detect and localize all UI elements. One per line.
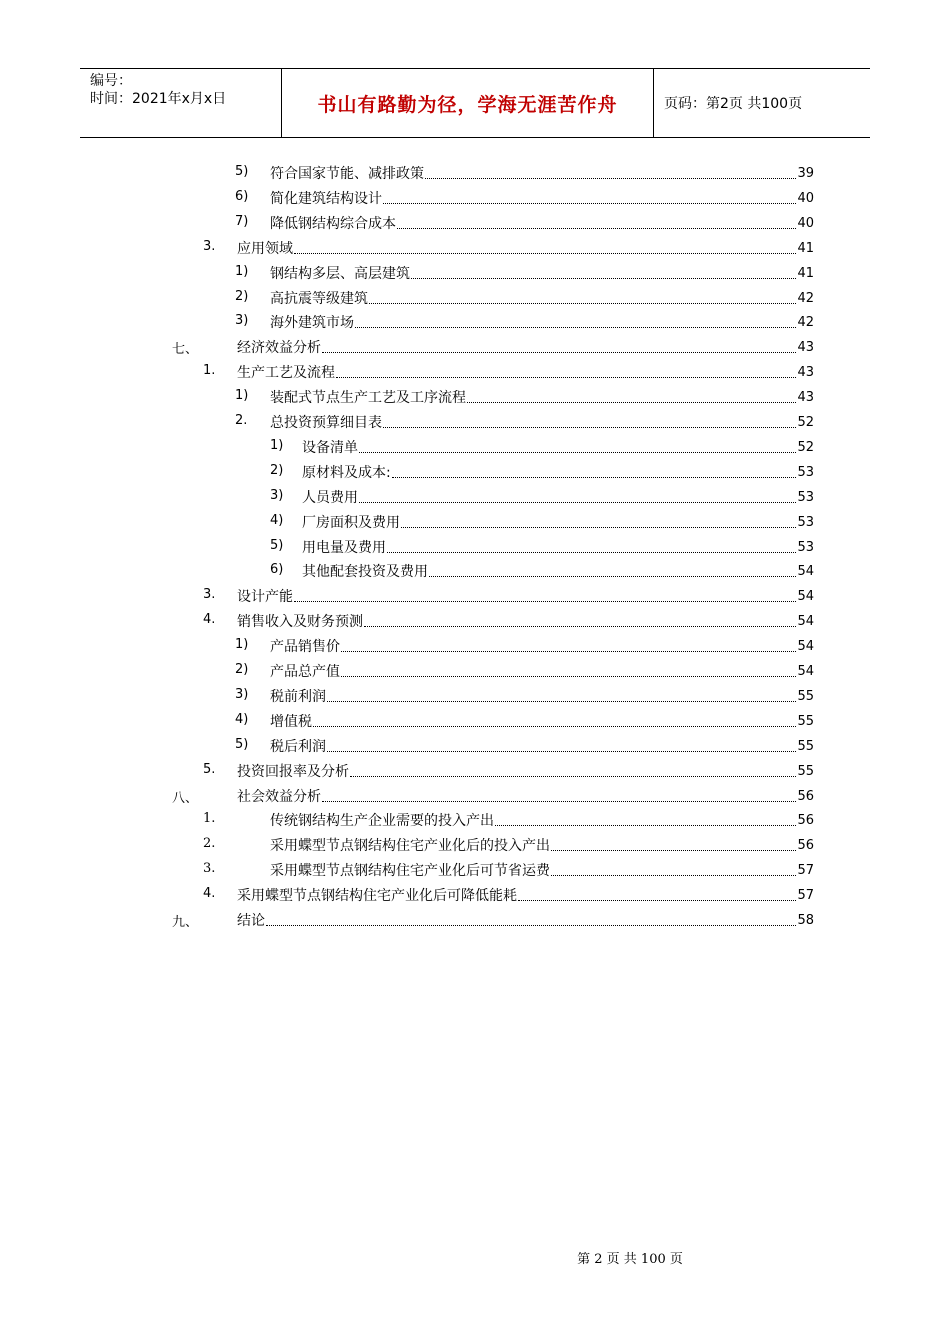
toc-entry-number: 3) — [235, 313, 249, 329]
toc-entry[interactable] — [270, 734, 814, 756]
toc-dot-leader — [364, 625, 796, 627]
header-motto: 书山有路勤为径，学海无涯苦作舟 — [317, 93, 618, 116]
toc-entry-page: 55 — [797, 688, 814, 704]
toc-dot-leader — [429, 575, 796, 577]
toc-entry[interactable] — [270, 310, 814, 332]
toc-entry-title: 钢结构多层、高层建筑 — [270, 265, 410, 282]
toc-entry-page: 57 — [797, 863, 814, 879]
toc-entry-title: 结论 — [237, 913, 265, 929]
toc-entry-page: 42 — [797, 290, 814, 306]
toc-entry-number: 九、 — [172, 915, 199, 930]
toc-entry-title: 销售收入及财务预测 — [237, 614, 363, 631]
footer-page-number: 第 2 页 共 100 页 — [577, 1252, 683, 1267]
toc-entry-title: 设备清单 — [302, 439, 358, 456]
toc-entry-title: 传统钢结构生产企业需要的投入产出 — [270, 813, 494, 830]
toc-entry-number: 1) — [235, 263, 249, 279]
toc-entry-page: 55 — [797, 738, 814, 754]
toc-entry[interactable] — [270, 808, 814, 830]
toc-entry-page: 42 — [797, 315, 814, 331]
toc-entry-number: 2) — [235, 662, 249, 677]
toc-dot-leader — [313, 725, 796, 727]
toc-entry[interactable] — [302, 485, 814, 507]
toc-entry[interactable] — [270, 659, 814, 681]
toc-entry-number: 2) — [270, 462, 284, 478]
toc-dot-leader — [495, 824, 796, 826]
toc-entry-title: 降低钢结构综合成本 — [270, 215, 396, 232]
toc-entry[interactable] — [270, 410, 814, 432]
toc-entry-number: 5. — [203, 761, 216, 777]
toc-entry-page: 54 — [797, 639, 814, 655]
toc-entry-title: 设计产能 — [237, 589, 293, 606]
toc-entry-title: 经济效益分析 — [237, 340, 321, 357]
toc-entry-title: 采用蝶型节点钢结构住宅产业化后可节省运费 — [270, 863, 550, 880]
toc-entry-number: 4) — [235, 711, 249, 727]
toc-entry-title: 税后利润 — [270, 738, 326, 755]
toc-entry-number: 1. — [203, 811, 216, 827]
toc-dot-leader — [551, 849, 796, 851]
toc-entry-page: 43 — [797, 390, 814, 406]
toc-entry-title: 增值税 — [270, 713, 312, 730]
toc-entry-page: 54 — [797, 589, 814, 605]
toc-entry[interactable] — [302, 435, 814, 457]
header-meta-cell — [80, 69, 281, 137]
toc-entry-number: 八、 — [172, 790, 199, 806]
toc-entry-number: 2) — [235, 288, 249, 304]
toc-dot-leader — [294, 252, 796, 254]
toc-entry[interactable] — [302, 535, 814, 557]
toc-entry[interactable] — [270, 161, 814, 183]
toc-entry-number: 5) — [270, 537, 284, 553]
header-page-label: 页码：第2页 共100页 — [664, 96, 803, 112]
toc-entry-title: 生产工艺及流程 — [237, 365, 335, 382]
toc-dot-leader — [411, 277, 796, 279]
page-header — [80, 68, 870, 138]
toc-entry[interactable] — [270, 709, 814, 731]
toc-entry[interactable] — [237, 759, 814, 781]
toc-dot-leader — [266, 924, 796, 926]
toc-entry-page: 43 — [797, 340, 814, 356]
toc-entry-title: 高抗震等级建筑 — [270, 290, 368, 307]
toc-entry-title: 投资回报率及分析 — [237, 763, 349, 780]
toc-entry-title: 装配式节点生产工艺及工序流程 — [270, 390, 466, 407]
toc-entry-page: 56 — [797, 788, 814, 804]
toc-entry-page: 54 — [797, 664, 814, 679]
toc-entry[interactable] — [302, 559, 814, 581]
toc-dot-leader — [350, 775, 796, 777]
toc-entry-page: 55 — [797, 763, 814, 779]
toc-entry-title: 税前利润 — [270, 688, 326, 705]
page-footer — [0, 1248, 950, 1267]
toc-entry-page: 53 — [797, 464, 814, 480]
toc-dot-leader — [336, 376, 796, 378]
toc-entry[interactable] — [237, 360, 814, 382]
toc-entry-number: 4) — [270, 512, 284, 528]
toc-entry[interactable] — [270, 385, 814, 407]
toc-dot-leader — [401, 526, 796, 528]
toc-entry-page: 54 — [797, 614, 814, 630]
toc-entry[interactable] — [302, 460, 814, 482]
header-page-cell — [654, 69, 870, 137]
toc-entry-number: 5) — [235, 164, 249, 179]
toc-entry-page: 41 — [797, 240, 814, 256]
toc-entry-number: 4. — [203, 612, 216, 628]
toc-entry[interactable] — [270, 634, 814, 656]
toc-entry-title: 产品总产值 — [270, 664, 340, 680]
toc-entry-number: 七、 — [172, 342, 199, 358]
toc-dot-leader — [341, 650, 796, 652]
toc-dot-leader — [392, 476, 797, 478]
toc-entry-title: 总投资预算细目表 — [270, 415, 382, 431]
toc-entry-number: 7) — [235, 213, 249, 229]
toc-entry-number: 6) — [235, 188, 249, 204]
toc-dot-leader — [355, 326, 796, 328]
toc-entry[interactable] — [237, 908, 814, 930]
toc-entry[interactable] — [270, 211, 814, 233]
toc-entry-page: 39 — [797, 166, 814, 181]
toc-entry-title: 其他配套投资及费用 — [302, 564, 428, 581]
toc-entry-number: 2. — [235, 413, 248, 428]
document-number-label: 编号： — [90, 73, 132, 89]
toc-entry-number: 3) — [270, 487, 284, 503]
toc-entry-page: 53 — [797, 539, 814, 555]
toc-dot-leader — [341, 675, 796, 677]
toc-entry-title: 人员费用 — [302, 489, 358, 506]
toc-entry-page: 55 — [797, 713, 814, 729]
toc-entry-page: 53 — [797, 514, 814, 530]
toc-entry-page: 43 — [797, 365, 814, 381]
toc-entry-number: 3. — [203, 861, 216, 877]
document-date-label: 时间：2021年x月x日 — [90, 91, 227, 107]
toc-entry[interactable] — [237, 335, 814, 357]
toc-entry[interactable] — [270, 684, 814, 706]
toc-entry[interactable] — [237, 609, 814, 631]
toc-entry-title: 社会效益分析 — [237, 788, 321, 805]
toc-entry-page: 53 — [797, 489, 814, 505]
toc-entry-title: 采用蝶型节点钢结构住宅产业化后的投入产出 — [270, 838, 550, 855]
toc-entry-page: 56 — [797, 838, 814, 854]
toc-entry[interactable] — [270, 858, 814, 880]
toc-dot-leader — [383, 202, 796, 204]
toc-entry-number: 1) — [235, 637, 249, 653]
toc-dot-leader — [294, 600, 796, 602]
toc-entry-title: 用电量及费用 — [302, 539, 386, 556]
toc-entry[interactable] — [270, 261, 814, 283]
toc-entry[interactable] — [270, 286, 814, 308]
toc-entry-title: 采用蝶型节点钢结构住宅产业化后可降低能耗 — [237, 888, 517, 905]
toc-entry-title: 厂房面积及费用 — [302, 514, 400, 531]
toc-entry-number: 4. — [203, 886, 216, 902]
toc-entry-title: 简化建筑结构设计 — [270, 190, 382, 207]
toc-entry-number: 3. — [203, 587, 216, 603]
toc-entry-number: 6) — [270, 562, 284, 578]
toc-entry-page: 54 — [797, 564, 814, 580]
toc-dot-leader — [397, 227, 796, 229]
toc-entry[interactable] — [270, 833, 814, 855]
toc-entry-page: 41 — [797, 265, 814, 281]
toc-entry[interactable] — [237, 236, 814, 258]
toc-dot-leader — [551, 874, 796, 876]
toc-entry[interactable] — [270, 186, 814, 208]
toc-entry-number: 1) — [235, 388, 249, 404]
toc-dot-leader — [322, 800, 796, 802]
toc-entry-number: 1. — [203, 363, 216, 379]
toc-entry-title: 原材料及成本: — [302, 464, 391, 481]
header-motto-cell — [281, 69, 654, 137]
toc-entry[interactable] — [237, 584, 814, 606]
toc-entry[interactable] — [237, 883, 814, 905]
toc-entry[interactable] — [237, 784, 814, 806]
toc-entry-page: 52 — [797, 415, 814, 430]
toc-dot-leader — [467, 401, 796, 403]
toc-dot-leader — [322, 351, 796, 353]
toc-entry-number: 3. — [203, 238, 216, 254]
toc-entry-page: 40 — [797, 215, 814, 231]
toc-dot-leader — [425, 177, 796, 179]
toc-entry-number: 5) — [235, 736, 249, 752]
toc-entry-title: 海外建筑市场 — [270, 315, 354, 332]
toc-entry-page: 40 — [797, 190, 814, 206]
toc-entry-page: 56 — [797, 813, 814, 829]
toc-entry-title: 符合国家节能、减排政策 — [270, 166, 424, 182]
toc-dot-leader — [359, 501, 796, 503]
toc-entry-title: 应用领域 — [237, 240, 293, 257]
toc-entry-title: 产品销售价 — [270, 639, 340, 656]
toc-entry-page: 58 — [797, 913, 814, 928]
toc-entry-page: 57 — [797, 888, 814, 904]
toc-dot-leader — [327, 750, 796, 752]
toc-entry-number: 1) — [270, 437, 284, 453]
toc-entry-number: 2. — [203, 836, 216, 852]
toc-dot-leader — [359, 451, 796, 453]
toc-entry-page: 52 — [797, 439, 814, 455]
toc-dot-leader — [383, 426, 796, 428]
toc-entry-number: 3) — [235, 686, 249, 702]
toc-dot-leader — [387, 551, 796, 553]
toc-dot-leader — [369, 302, 796, 304]
toc-entry[interactable] — [302, 510, 814, 532]
toc-dot-leader — [518, 899, 796, 901]
toc-dot-leader — [327, 700, 796, 702]
